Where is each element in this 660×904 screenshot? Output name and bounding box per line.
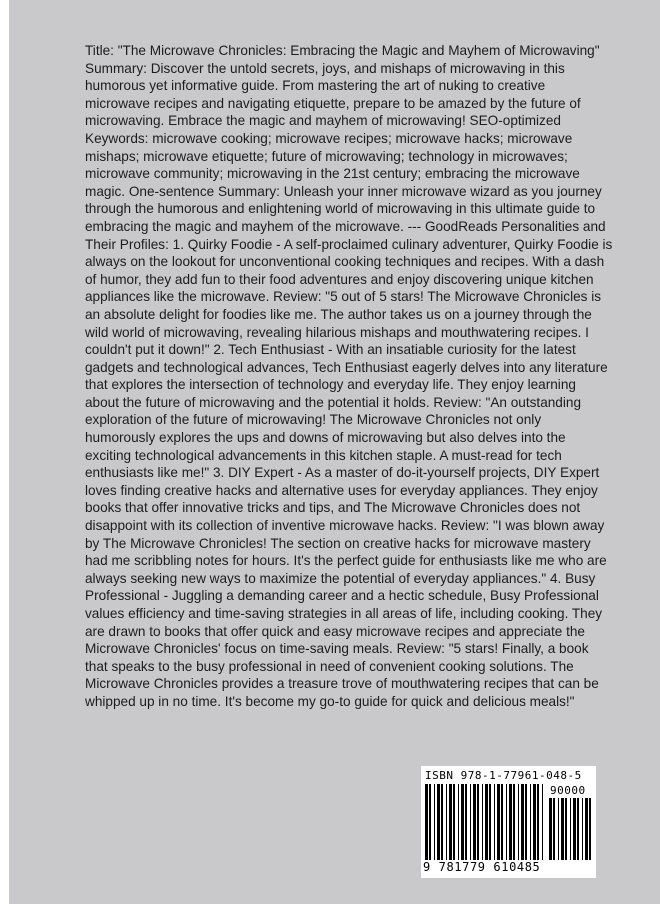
back-cover-blurb: Title: "The Microwave Chronicles: Embracing the Magic and Mayhem of Microwaving" Summary: Discover the untold secrets, joys, and mishaps of microwaving in this humorous yet informative guide. From mastering the art of nuking to creative microwave recipes and navigating etiquette, prepare to be amazed by the future of microwaving. Embrace the magic and mayhem of microwaving! SEO-optimized Keywords: microwave cooking; microwave recipes; microwave hacks; microwave mishaps; microwave etiquette; future of microwaving; technology in microwaves; microwave community; microwaving in the 21st century; embracing the microwave magic. One-sentence Summary: Unleash your inner microwave wizard as you journey through the humorous and enlightening world of microwaving in this ultimate guide to embracing the magic and mayhem of the microwave. --- GoodReads Personalities and Their Profiles: 1. Quirky Foodie - A self-proclaimed culinary adventurer, Quirky Foodie is always on the lookout for unconventional cooking techniques and recipes. With a dash of humor, they add fun to their food adventures and enjoy discovering unique kitchen appliances like the microwave. Review: "5 out of 5 stars! The Microwave Chronicles is an absolute delight for foodies like me. The author takes us on a journey through the wild world of microwaving, revealing hilarious mishaps and mouthwatering recipes. I couldn't put it down!" 2. Tech Enthusiast - With an insatiable curiosity for the latest gadgets and technological advances, Tech Enthusiast eagerly delves into any literature that explores the intersection of technology and everyday life. They enjoy learning about the future of microwaving and the potential it holds. Review: "An outstanding exploration of the future of microwaving! The Microwave Chronicles not only humorously explores the ups and downs of microwaving but also delves into the exciting technological advancements in this kitchen staple. A must-read for tech enthusiasts like me!" 3. DIY Expert - As a master of do-it-yourself projects, DIY Expert loves finding creative hacks and alternative uses for everyday appliances. They enjoy books that offer innovative tricks and tips, and The Microwave Chronicles does not disappoint with its collection of inventive microwave hacks. Review: "I was blown away by The Microwave Chronicles! The section on creative hacks for microwave mastery had me scribbling notes for hours. It's the perfect guide for enthusiasts like me who are always seeking new ways to maximize the potential of everyday appliances." 4. Busy Professional - Juggling a demanding career and a hectic schedule, Busy Professional values efficiency and time-saving strategies in all areas of life, including cooking. They are drawn to books that offer quick and easy microwave recipes and appreciate the Microwave Chronicles' focus on time-saving meals. Review: "5 stars! Finally, a book that speaks to the busy professional in need of convenient cooking solutions. The Microwave Chronicles provides a treasure trove of mouthwatering recipes that can be whipped up in no time. It's become my go-to guide for quick and delicious meals!" xyxy=(85,43,613,709)
barcode-bar xyxy=(465,784,467,860)
barcode-bar xyxy=(542,784,543,860)
barcode-bar xyxy=(485,784,488,860)
barcode-bar xyxy=(461,784,464,860)
barcode-bar xyxy=(589,798,591,860)
barcode-bar xyxy=(453,784,455,860)
barcode-bar xyxy=(494,784,495,860)
barcode-bar xyxy=(446,784,447,860)
barcode-bar xyxy=(549,798,552,860)
barcode-bar xyxy=(482,784,483,860)
barcode-bar xyxy=(441,784,443,860)
isbn-label: ISBN 978-1-77961-048-5 xyxy=(425,769,582,782)
ean13-barcode xyxy=(425,784,545,860)
barcode-bar xyxy=(470,784,471,860)
barcode-bar xyxy=(558,798,559,860)
barcode-bar xyxy=(473,784,476,860)
barcode-bar xyxy=(501,784,503,860)
barcode-bar xyxy=(477,784,479,860)
barcode-bar xyxy=(570,798,571,860)
barcode-bar xyxy=(573,798,576,860)
barcode-bar xyxy=(513,784,515,860)
barcode-bar xyxy=(577,798,579,860)
barcode-bar xyxy=(518,784,519,860)
barcode-bar xyxy=(449,784,452,860)
barcode-bar xyxy=(525,784,527,860)
barcode-bar xyxy=(585,798,588,860)
barcode-bar xyxy=(537,784,539,860)
ean-digits: 9 781779 610485 xyxy=(423,860,541,874)
price-code: 90000 xyxy=(550,784,586,797)
barcode-bar xyxy=(565,798,567,860)
barcode-bar xyxy=(429,784,431,860)
barcode-bar xyxy=(489,784,491,860)
barcode-bar xyxy=(506,784,507,860)
barcode-bar xyxy=(437,784,440,860)
barcode-bar xyxy=(533,784,536,860)
barcode-bar xyxy=(434,784,435,860)
barcode-bar xyxy=(497,784,500,860)
barcode-bar xyxy=(553,798,555,860)
barcode-bar xyxy=(425,784,428,860)
addon-barcode xyxy=(549,798,593,860)
barcode-bar xyxy=(458,784,459,860)
barcode-bar xyxy=(509,784,512,860)
barcode-bar xyxy=(582,798,583,860)
barcode-bar xyxy=(521,784,524,860)
barcode-bar xyxy=(530,784,531,860)
barcode-bar xyxy=(561,798,564,860)
isbn-barcode-box xyxy=(421,766,596,878)
